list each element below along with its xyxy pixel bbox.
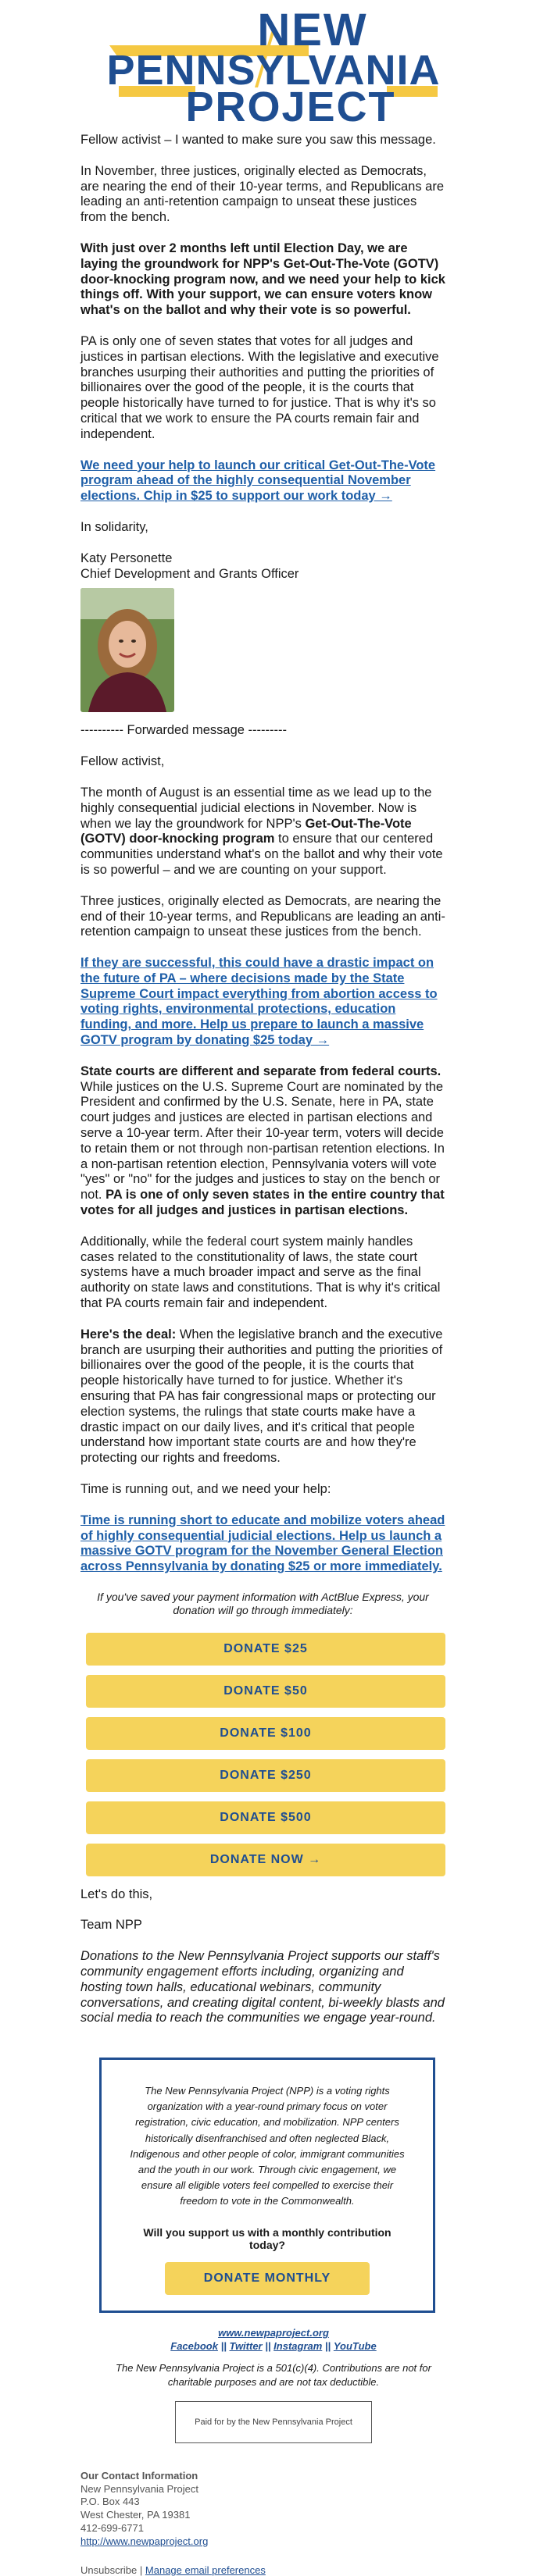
signature-name: Katy Personette	[80, 550, 173, 565]
unsubscribe-separator: |	[139, 2564, 143, 2576]
closing-lets-do-this: Let's do this,	[80, 1887, 153, 1901]
youtube-link[interactable]: YouTube	[333, 2340, 377, 2353]
actblue-express-note: If you've saved your payment information with ActBlue Express, your donation will go through immediately:	[97, 1590, 429, 1616]
twitter-link[interactable]: Twitter	[229, 2340, 263, 2353]
logo-line-pennsylvania: PENNSYLVANIA	[106, 47, 441, 94]
donate-500-button[interactable]: DONATE $500	[86, 1801, 445, 1834]
the-deal-text: When the legislative branch and the executive branch are usurping their authorities and putting the priorities of billionaires over the good of the people, it is the courts that people historically have turned to for justice. Whether it's ensuring that PA has fair congressional maps or protecting our election systems, the rulings that state courts make have a drastic impact on our daily lives, and it's critical that people understand how important state courts are and how they're protecting our rights and freedoms.	[80, 1327, 443, 1466]
state-courts-text: While justices on the U.S. Supreme Court are nominated by the President and confirmed by the U.S. Senate, here in PA, state court judges and justices are elected in partisan elections and serve a 10-year term. After their 10-year term, voters will decide to retain them or not through non-partisan retention elections. In a non-partisan retention election, Pennsylvania voters will vote "yes" or "no" for the judges and justices to stay on the bench or not.	[80, 1079, 445, 1202]
about-npp-text: The New Pennsylvania Project (NPP) is a voting rights organization with a year-round primary focus on voter registration, civic education, and mobilization. NPP centers historically disenfranchised and often neglected Black, Indigenous and other people of color, immigrant communities and the youth in our work. Through civic engagement, we ensure all eligible voters feel compelled to exercise their freedom to vote in the Commonwealth.	[130, 2085, 405, 2207]
closing-team: Team NPP	[80, 1918, 142, 1933]
signoff: In solidarity,	[80, 519, 148, 534]
logo-line-new: NEW	[257, 5, 368, 55]
the-deal-heading: Here's the deal:	[80, 1327, 177, 1341]
donate-link-25-mobilize[interactable]: Time is running short to educate and mobilize voters ahead of highly consequential judicial elections. Help us launch a massive GOTV program for the November General Election across Pennsylvania by donating $25 or more immediately.	[80, 1512, 445, 1574]
paragraph-federal-vs-state: Additionally, while the federal court system mainly handles cases related to the constitutionality of laws, the state court systems have a much broader impact and serve as the final authority on state laws and constitutions. That is why it's critical that PA courts remain fair and independent.	[80, 1234, 441, 1311]
contact-po-box: P.O. Box 443	[80, 2496, 140, 2508]
logo-line-project: PROJECT	[185, 84, 396, 125]
paragraph-justices: In November, three justices, originally elected as Democrats, are nearing the end of their 10-year terms, and Republicans are leading an anti-retention campaign to unseat these justices from the bench.	[80, 163, 445, 225]
donate-250-button[interactable]: DONATE $250	[86, 1759, 445, 1792]
facebook-link[interactable]: Facebook	[170, 2340, 218, 2353]
website-link[interactable]: www.newpaproject.org	[218, 2327, 329, 2339]
donate-link-25-impact[interactable]: If they are successful, this could have a drastic impact on the future of PA – where decisions made by the State Supreme Court impact everything from abortion access to voting rights, environmental protections, education funding, and more. Help us prepare to launch a massive GOTV program by donating $25 today →	[80, 956, 438, 1048]
footer-separator: ||	[220, 2340, 227, 2353]
contact-org: New Pennsylvania Project	[80, 2482, 199, 2495]
donate-100-button[interactable]: DONATE $100	[86, 1717, 445, 1750]
forwarded-greeting: Fellow activist,	[80, 754, 165, 769]
paragraph-time-running-out: Time is running out, and we need your help:	[80, 1482, 331, 1496]
instagram-link[interactable]: Instagram	[274, 2340, 323, 2353]
donate-monthly-button[interactable]: DONATE MONTHLY	[165, 2262, 370, 2295]
footer-separator: ||	[324, 2340, 331, 2353]
message-content	[0, 133, 547, 2026]
donate-now-button[interactable]: DONATE NOW →	[86, 1844, 445, 1876]
state-courts-heading: State courts are different and separate from federal courts.	[80, 1064, 442, 1078]
august-text-c: to ensure that our centered communities understand what's on the ballot and why their vote is so powerful – and we are counting on your support.	[80, 832, 443, 877]
paragraph-state-courts	[80, 1064, 445, 1219]
paragraph-three-justices: Three justices, originally elected as Democrats, are nearing the end of their 10-year terms, and Republicans are leading an anti-retention campaign to unseat these justices from the bench.	[80, 893, 445, 939]
manage-preferences-link[interactable]: Manage email preferences	[145, 2564, 266, 2576]
monthly-ask: Will you support us with a monthly contribution today?	[143, 2226, 391, 2252]
intro-line: Fellow activist – I wanted to make sure you saw this message.	[80, 133, 436, 147]
closing-donations-note: Donations to the New Pennsylvania Project supports our staff's community engagement efforts including, organizing and hosting town halls, educational webinars, community conversations, and creating digital content, bi-weekly blasts and social media to reach the communities we engage year-round.	[80, 1949, 445, 2026]
contact-url-link[interactable]: http://www.newpaproject.org	[80, 2535, 209, 2548]
forwarded-divider: ---------- Forwarded message ---------	[80, 723, 287, 738]
state-courts-bold-end: PA is one of only seven states in the entire country that votes for all judges and justices in partisan elections.	[80, 1188, 445, 1218]
paragraph-seven-states: PA is only one of seven states that votes for all judges and justices in partisan elections. With the legislative and executive branches usurping their authorities and putting the priorities of billionaires over the good of the people, it is the courts that people historically have turned to for justice. That is why it's so critical that we work to ensure the PA courts remain fair and independent.	[80, 333, 439, 441]
paragraph-gotv-bold: With just over 2 months left until Election Day, we are laying the groundwork for NPP's Get-Out-The-Vote (GOTV) door-knocking program now, and we need your help to kick things off. With your support, we can ensure voters know what's on the ballot and why their vote is so powerful.	[80, 240, 445, 318]
unsubscribe-row	[0, 2564, 547, 2576]
contact-info	[0, 2470, 547, 2549]
tax-disclaimer: The New Pennsylvania Project is a 501(c)(4). Contributions are not for charitable purposes and are not tax deductible.	[116, 2362, 431, 2389]
footer-links	[0, 2327, 547, 2352]
contact-city: West Chester, PA 19381	[80, 2509, 191, 2521]
august-text-a: The month of August is an essential time as we lead up to the highly consequential judicial elections in November. Now is when we lay the groundwork for NPP's	[80, 785, 432, 831]
paragraph-the-deal	[80, 1327, 445, 1466]
signature-title: Chief Development and Grants Officer	[80, 566, 299, 581]
signature-photo	[80, 588, 174, 712]
about-npp-box	[99, 2058, 435, 2313]
donate-link-25-gotv[interactable]: We need your help to launch our critical Get-Out-The-Vote program ahead of the highly consequential November elections. Chip in $25 to support our work today →	[80, 458, 436, 504]
donate-50-button[interactable]: DONATE $50	[86, 1675, 445, 1708]
august-text-bold: Get-Out-The-Vote (GOTV) door-knocking program	[80, 816, 412, 846]
npp-logo[interactable]	[0, 0, 547, 125]
unsubscribe-link[interactable]: Unsubscribe	[80, 2564, 138, 2576]
paid-for-by-box: Paid for by the New Pennsylvania Project	[175, 2401, 372, 2443]
donate-button-list	[80, 1633, 445, 1876]
contact-phone: 412-699-6771	[80, 2522, 144, 2535]
footer-separator: ||	[265, 2340, 271, 2353]
donate-25-button[interactable]: DONATE $25	[86, 1633, 445, 1666]
contact-heading: Our Contact Information	[80, 2469, 198, 2482]
paragraph-august	[80, 786, 445, 878]
